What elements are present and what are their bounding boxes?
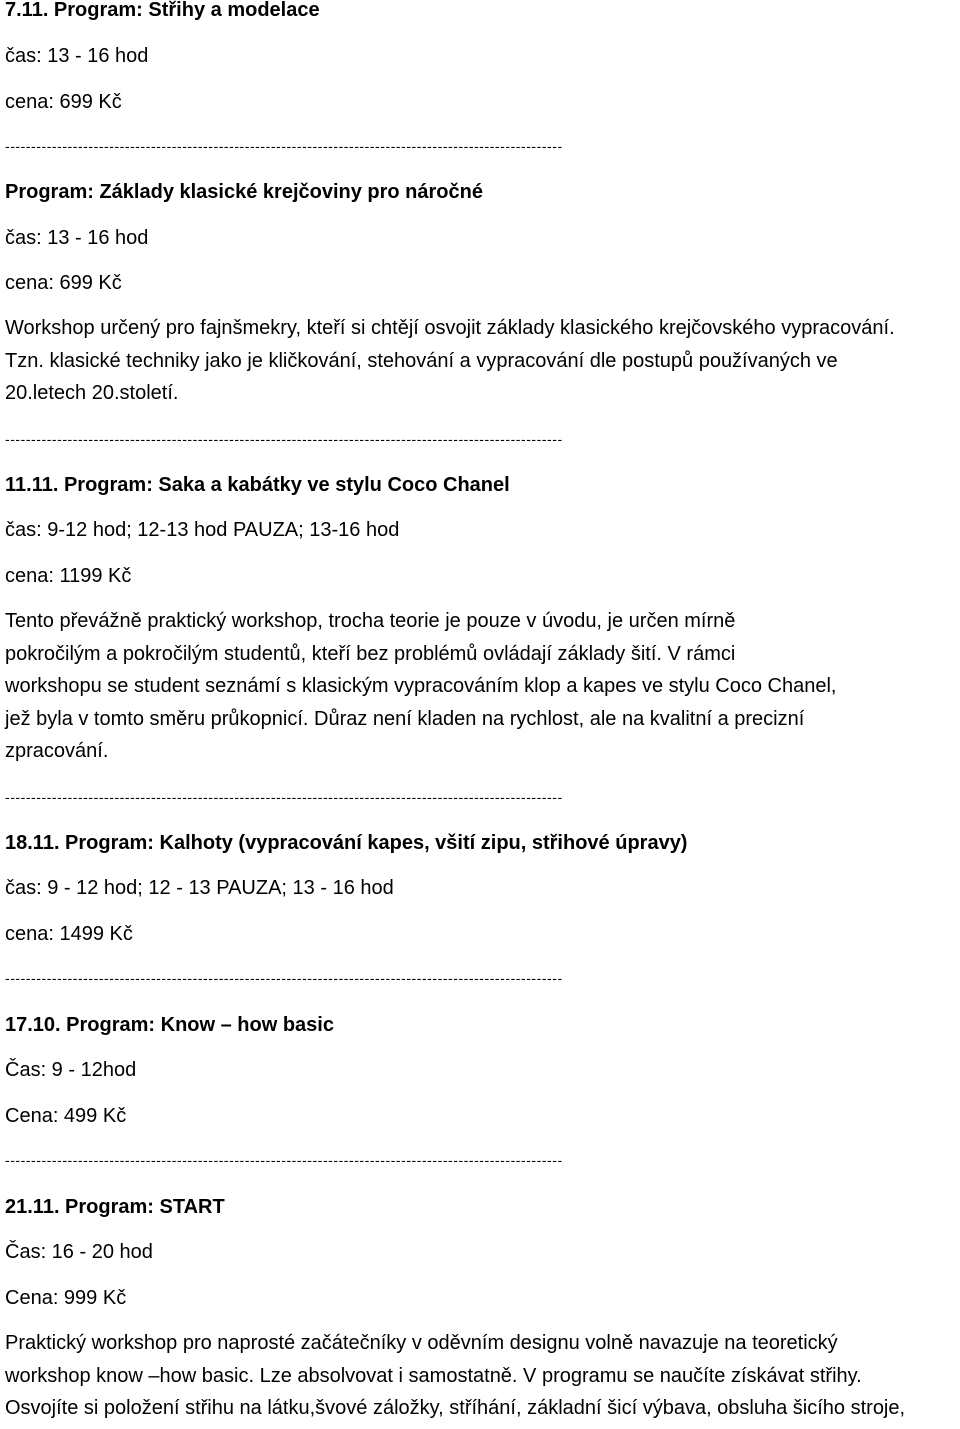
program-price-4: cena: 1499 Kč bbox=[5, 923, 133, 945]
separator-line: ----------------------------------------------------------------------------------------------------------- bbox=[5, 138, 563, 154]
separator-line: ----------------------------------------------------------------------------------------------------------- bbox=[5, 1152, 563, 1168]
program-description-6 bbox=[5, 1331, 950, 1429]
program-price-3: cena: 1199 Kč bbox=[5, 565, 132, 587]
program-title-2: Program: Základy klasické krejčoviny pro náročné bbox=[5, 181, 483, 203]
program-title-6: 21.11. Program: START bbox=[5, 1196, 225, 1218]
description-line: Workshop určený pro fajnšmekry, kteří si chtějí osvojit základy klasického krejčovského vypracování. bbox=[5, 317, 895, 339]
program-time-3: čas: 9-12 hod; 12-13 hod PAUZA; 13-16 hod bbox=[5, 519, 400, 541]
description-line: Osvojíte si položení střihu na látku,švové záložky, stříhání, základní šicí výbava, obsluha šicího stroje, bbox=[5, 1397, 906, 1419]
description-line: Tzn. klasické techniky jako je kličkování, stehování a vypracování dle postupů používaných ve bbox=[5, 349, 838, 372]
description-line: Praktický workshop pro naprosté začátečníky v oděvním designu volně navazuje na teoretický bbox=[5, 1332, 838, 1354]
program-time-2: čas: 13 - 16 hod bbox=[5, 227, 149, 249]
program-title-5: 17.10. Program: Know – how basic bbox=[5, 1014, 334, 1036]
program-description-2 bbox=[5, 316, 950, 414]
program-price-1: cena: 699 Kč bbox=[5, 91, 122, 113]
separator-line: ----------------------------------------------------------------------------------------------------------- bbox=[5, 789, 563, 805]
description-line: 20.letech 20.století. bbox=[5, 382, 179, 404]
program-price-2: cena: 699 Kč bbox=[5, 272, 122, 294]
separator-line: ----------------------------------------------------------------------------------------------------------- bbox=[5, 431, 563, 447]
description-line: pokročilým a pokročilým studentů, kteří bez problémů ovládají základy šití. V rámci bbox=[5, 642, 736, 665]
description-line: workshopu se student seznámí s klasickým vypracováním klop a kapes ve stylu Coco Chanel, bbox=[5, 675, 837, 697]
program-price-5: Cena: 499 Kč bbox=[5, 1105, 127, 1127]
description-line: jež byla v tomto směru průkopnicí. Důraz není kladen na rychlost, ale na kvalitní a precizní bbox=[5, 707, 805, 730]
program-title-4: 18.11. Program: Kalhoty (vypracování kapes, všití zipu, střihové úpravy) bbox=[5, 832, 688, 854]
program-title-1: 7.11. Program: Střihy a modelace bbox=[5, 0, 320, 21]
program-description-3 bbox=[5, 609, 950, 772]
separator-line: ----------------------------------------------------------------------------------------------------------- bbox=[5, 970, 563, 986]
program-title-3: 11.11. Program: Saka a kabátky ve stylu Coco Chanel bbox=[5, 474, 510, 496]
program-time-5: Čas: 9 - 12hod bbox=[5, 1059, 137, 1081]
program-price-6: Cena: 999 Kč bbox=[5, 1287, 127, 1309]
program-time-4: čas: 9 - 12 hod; 12 - 13 PAUZA; 13 - 16 hod bbox=[5, 877, 394, 899]
program-time-1: čas: 13 - 16 hod bbox=[5, 45, 149, 67]
program-time-6: Čas: 16 - 20 hod bbox=[5, 1241, 153, 1263]
description-line: zpracování. bbox=[5, 740, 109, 762]
description-line: workshop know –how basic. Lze absolvovat i samostatně. V programu se naučíte získávat střihy. bbox=[5, 1364, 862, 1387]
description-line: Tento převážně praktický workshop, trocha teorie je pouze v úvodu, je určen mírně bbox=[5, 610, 736, 632]
